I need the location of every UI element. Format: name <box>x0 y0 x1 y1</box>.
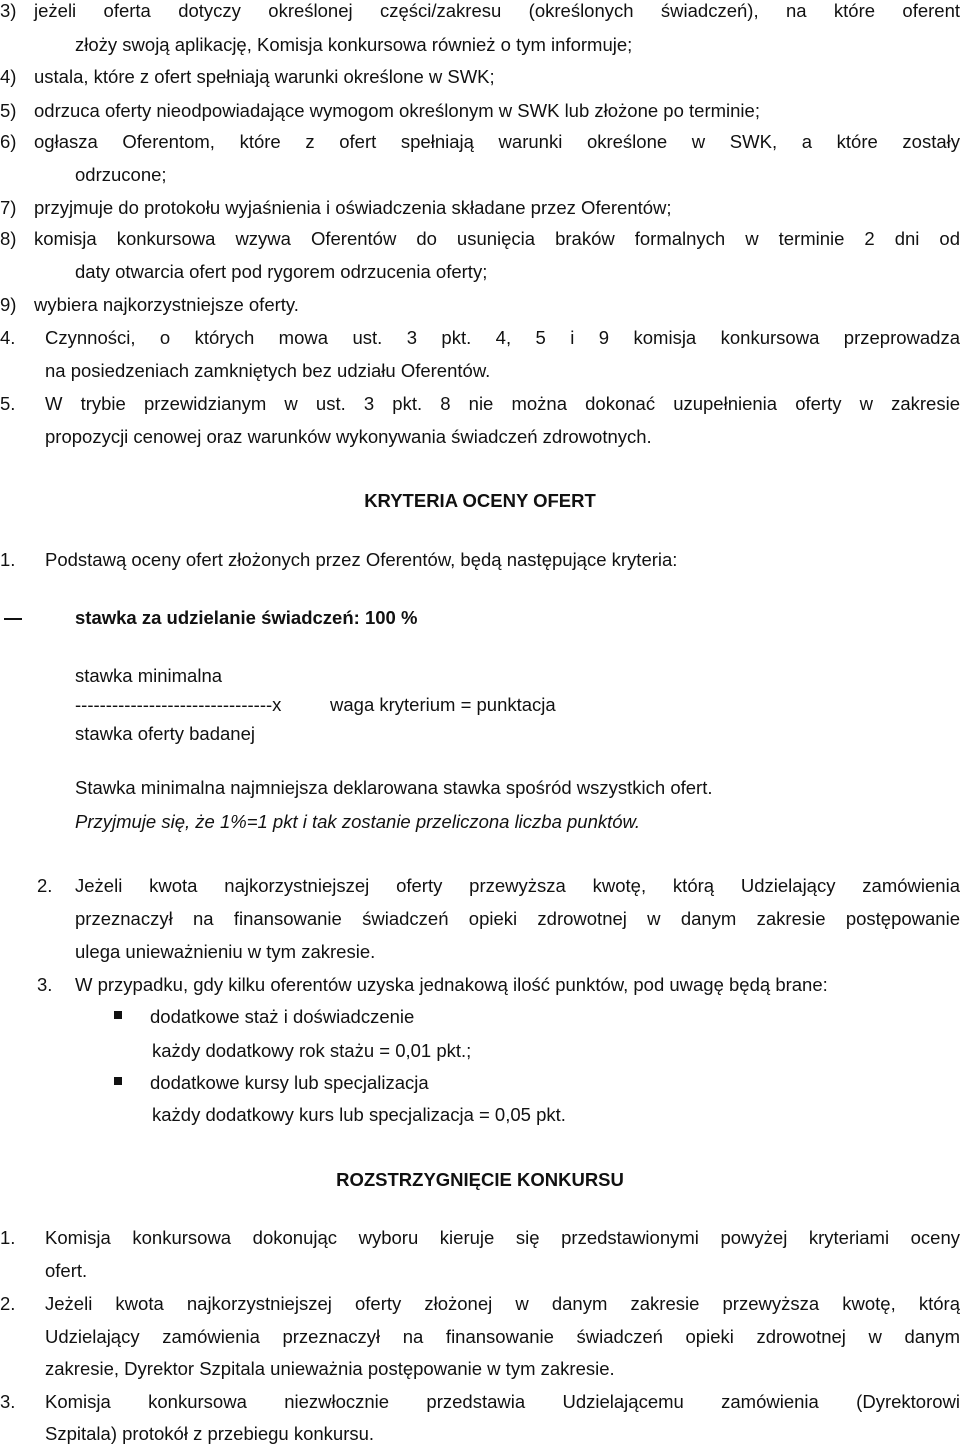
paragraph-text: Podstawą oceny ofert złożonych przez Oferentów, będą następujące kryteria: <box>45 549 678 570</box>
paragraph-number: 3. <box>37 974 53 995</box>
formula-denominator: stawka oferty badanej <box>75 723 255 744</box>
criterion-label: stawka za udzielanie świadczeń: 100 % <box>75 607 418 628</box>
paragraph-text: W trybie przewidzianym w ust. 3 pkt. 8 nie można dokonać uzupełnienia oferty w zakresie <box>45 393 960 414</box>
list-item-text: wybiera najkorzystniejsze oferty. <box>34 294 299 315</box>
bullet-text: dodatkowe staż i doświadczenie <box>150 1006 415 1027</box>
paragraph-text: Czynności, o których mowa ust. 3 pkt. 4, 5 i 9 komisja konkursowa przeprowadza <box>45 327 960 348</box>
formula-numerator: stawka minimalna <box>75 665 223 686</box>
paragraph-text: Szpitala) protokół z przebiegu konkursu. <box>45 1423 375 1444</box>
list-item-number: 7) <box>0 197 17 218</box>
bullet-subtext: każdy dodatkowy rok stażu = 0,01 pkt.; <box>152 1040 472 1061</box>
square-bullet-icon <box>114 1011 122 1019</box>
bullet-subtext: każdy dodatkowy kurs lub specjalizacja = 0,05 pkt. <box>152 1104 566 1125</box>
paragraph-text: przeznaczył na finansowanie świadczeń opieki zdrowotnej w danym zakresie postępowanie <box>75 908 960 929</box>
paragraph-text: W przypadku, gdy kilku oferentów uzyska jednakową ilość punktów, pod uwagę będą brane: <box>75 974 828 995</box>
list-item-text: odrzucone; <box>75 164 167 185</box>
paragraph-text: Udzielający zamówienia przeznaczył na finansowanie świadczeń opieki zdrowotnej w danym <box>45 1326 960 1347</box>
paragraph-text: Jeżeli kwota najkorzystniejszej oferty przewyższa kwotę, którą Udzielający zamówienia <box>75 875 960 896</box>
list-item-number: 8) <box>0 228 17 249</box>
definition-text: Stawka minimalna najmniejsza deklarowana stawka spośród wszystkich ofert. <box>75 777 713 798</box>
paragraph-text: na posiedzeniach zamkniętych bez udziału Oferentów. <box>45 360 491 381</box>
paragraph-number: 1. <box>0 1227 16 1248</box>
list-item-number: 9) <box>0 294 17 315</box>
list-item-text: jeżeli oferta dotyczy określonej części/zakresu (określonych świadczeń), na które oferent <box>34 0 960 21</box>
note-text: Przyjmuje się, że 1%=1 pkt i tak zostanie przeliczona liczba punktów. <box>75 811 641 832</box>
list-item-text: przyjmuje do protokołu wyjaśnienia i oświadczenia składane przez Oferentów; <box>34 197 672 218</box>
section-heading: KRYTERIA OCENY OFERT <box>364 490 596 511</box>
square-bullet-icon <box>114 1077 122 1085</box>
formula-divider: --------------------------------x <box>75 694 282 715</box>
paragraph-number: 4. <box>0 327 16 348</box>
paragraph-text: zakresie, Dyrektor Szpitala unieważnia postępowanie w tym zakresie. <box>45 1358 615 1379</box>
formula-rhs: waga kryterium = punktacja <box>330 694 556 715</box>
list-item-text: ogłasza Oferentom, które z ofert spełniają warunki określone w SWK, a które zostały <box>34 131 960 152</box>
paragraph-text: Komisja konkursowa dokonując wyboru kieruje się przedstawionymi powyżej kryteriami oceny <box>45 1227 960 1248</box>
dash-bullet-icon <box>4 618 22 620</box>
list-item-text: odrzuca oferty nieodpowiadające wymogom określonym w SWK lub złożone po terminie; <box>34 100 760 121</box>
bullet-text: dodatkowe kursy lub specjalizacja <box>150 1072 429 1093</box>
paragraph-number: 3. <box>0 1391 16 1412</box>
paragraph-text: Komisja konkursowa niezwłocznie przedstawia Udzielającemu zamówienia (Dyrektorowi <box>45 1391 960 1412</box>
paragraph-text: ulega unieważnieniu w tym zakresie. <box>75 941 376 962</box>
list-item-text: ustala, które z ofert spełniają warunki określone w SWK; <box>34 66 495 87</box>
list-item-text: złoży swoją aplikację, Komisja konkursowa również o tym informuje; <box>75 34 633 55</box>
paragraph-number: 2. <box>37 875 53 896</box>
paragraph-number: 5. <box>0 393 16 414</box>
list-item-number: 6) <box>0 131 17 152</box>
paragraph-number: 2. <box>0 1293 16 1314</box>
list-item-number: 3) <box>0 0 17 21</box>
list-item-text: daty otwarcia ofert pod rygorem odrzucenia oferty; <box>75 261 488 282</box>
paragraph-number: 1. <box>0 549 16 570</box>
paragraph-text: ofert. <box>45 1260 88 1281</box>
paragraph-text: Jeżeli kwota najkorzystniejszej oferty złożonej w danym zakresie przewyższa kwotę, którą <box>45 1293 960 1314</box>
list-item-text: komisja konkursowa wzywa Oferentów do usunięcia braków formalnych w terminie 2 dni od <box>34 228 960 249</box>
paragraph-text: propozycji cenowej oraz warunków wykonywania świadczeń zdrowotnych. <box>45 426 652 447</box>
list-item-number: 4) <box>0 66 17 87</box>
section-heading: ROZSTRZYGNIĘCIE KONKURSU <box>336 1169 624 1190</box>
list-item-number: 5) <box>0 100 17 121</box>
